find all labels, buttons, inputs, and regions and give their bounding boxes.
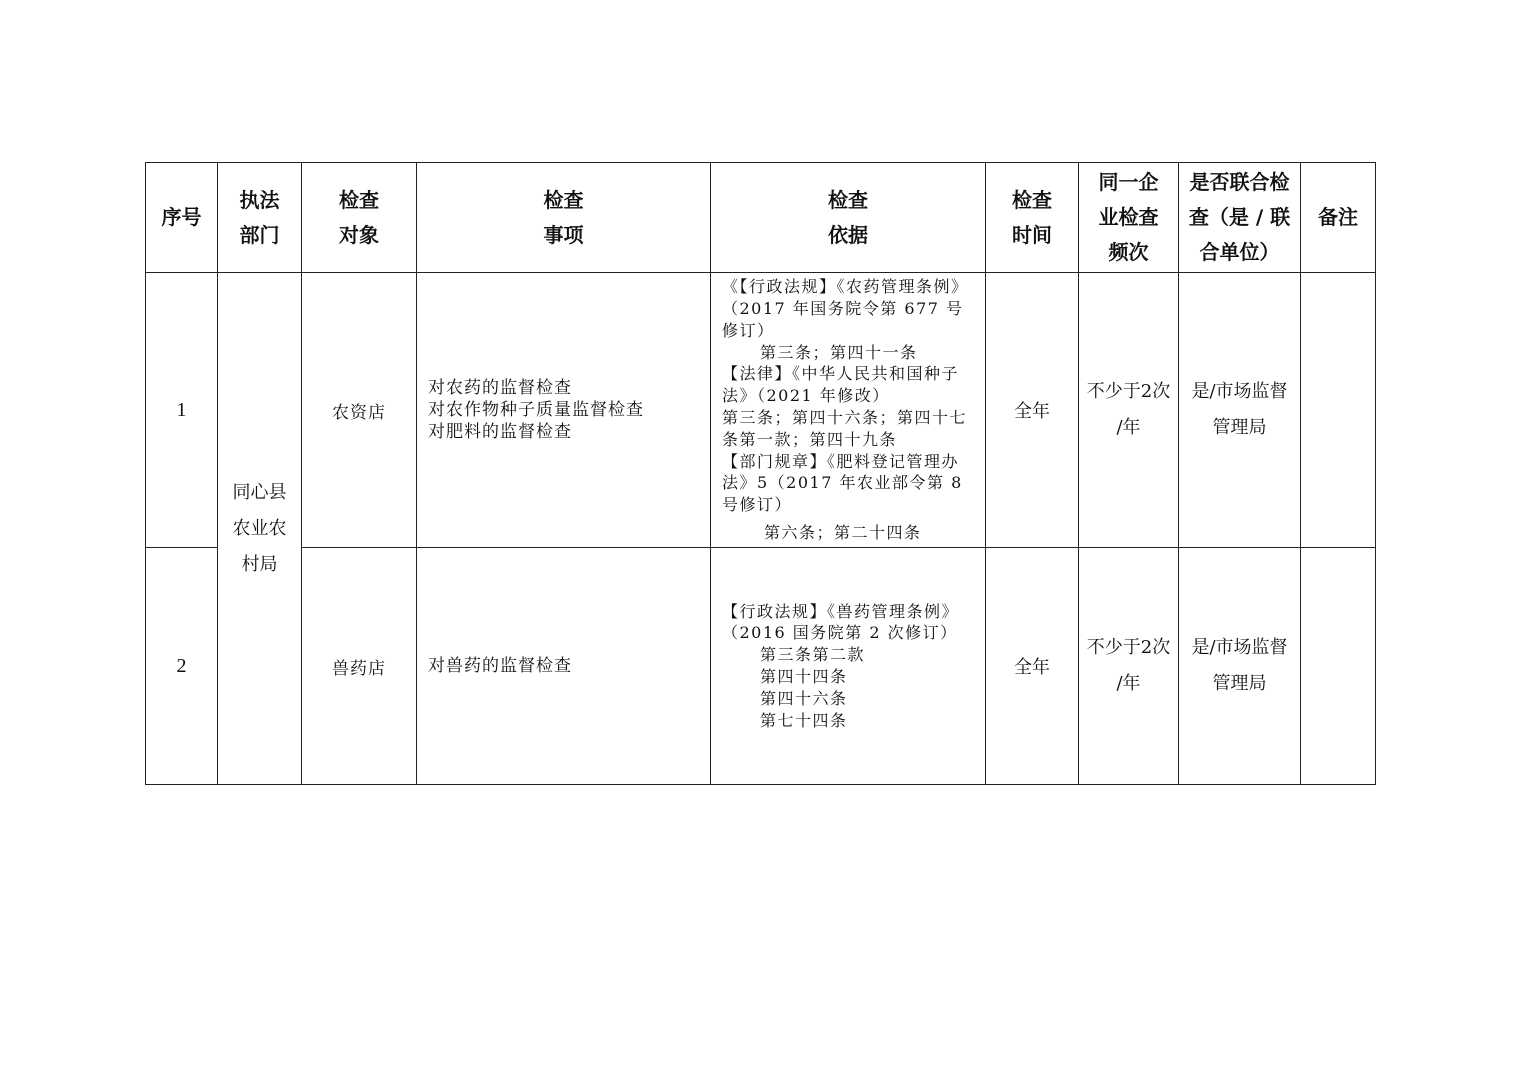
header-dept: 执法 部门 (218, 163, 302, 273)
row-frequency: 不少于2次 /年 (1079, 548, 1179, 785)
inspection-table (145, 162, 1376, 785)
header-basis: 检查 依据 (711, 163, 986, 273)
row-matters: 对农药的监督检查 对农作物种子质量监督检查 对肥料的监督检查 (417, 273, 711, 548)
header-row (146, 163, 1376, 273)
row-remark (1301, 548, 1376, 785)
row-seq: 2 (146, 548, 218, 785)
row-frequency: 不少于2次 /年 (1079, 273, 1179, 548)
row-remark (1301, 273, 1376, 548)
header-seq: 序号 (146, 163, 218, 273)
row-matters: 对兽药的监督检查 (417, 548, 711, 785)
header-joint: 是否联合检 查（是 / 联 合单位） (1179, 163, 1301, 273)
row-joint: 是/市场监督 管理局 (1179, 548, 1301, 785)
table-row (146, 273, 1376, 548)
header-object: 检查 对象 (302, 163, 417, 273)
row-object: 兽药店 (302, 548, 417, 785)
header-time: 检查 时间 (986, 163, 1079, 273)
row-time: 全年 (986, 548, 1079, 785)
row-seq: 1 (146, 273, 218, 548)
row-basis: 《【行政法规】《农药管理条例》（2017 年国务院令第 677 号修订） 第三条；第四十一条 【法律】《中华人民共和国种子法》（2021 年修改） 第三条；第四十六条；第四十七条第一款；第四十九条 【部门规章】《肥料登记管理办法》5（2017 年农业部令第 8 号修订） 第六条；第二十四条 (711, 273, 986, 548)
header-frequency: 同一企 业检查 频次 (1079, 163, 1179, 273)
header-remark: 备注 (1301, 163, 1376, 273)
row-time: 全年 (986, 273, 1079, 548)
row-basis: 【行政法规】《兽药管理条例》（2016 国务院第 2 次修订） 第三条第二款 第四十四条 第四十六条 第七十四条 (711, 548, 986, 785)
row-joint: 是/市场监督 管理局 (1179, 273, 1301, 548)
header-matter: 检查 事项 (417, 163, 711, 273)
department-cell: 同心县 农业农 村局 (218, 273, 302, 785)
row-object: 农资店 (302, 273, 417, 548)
table-row (146, 548, 1376, 785)
